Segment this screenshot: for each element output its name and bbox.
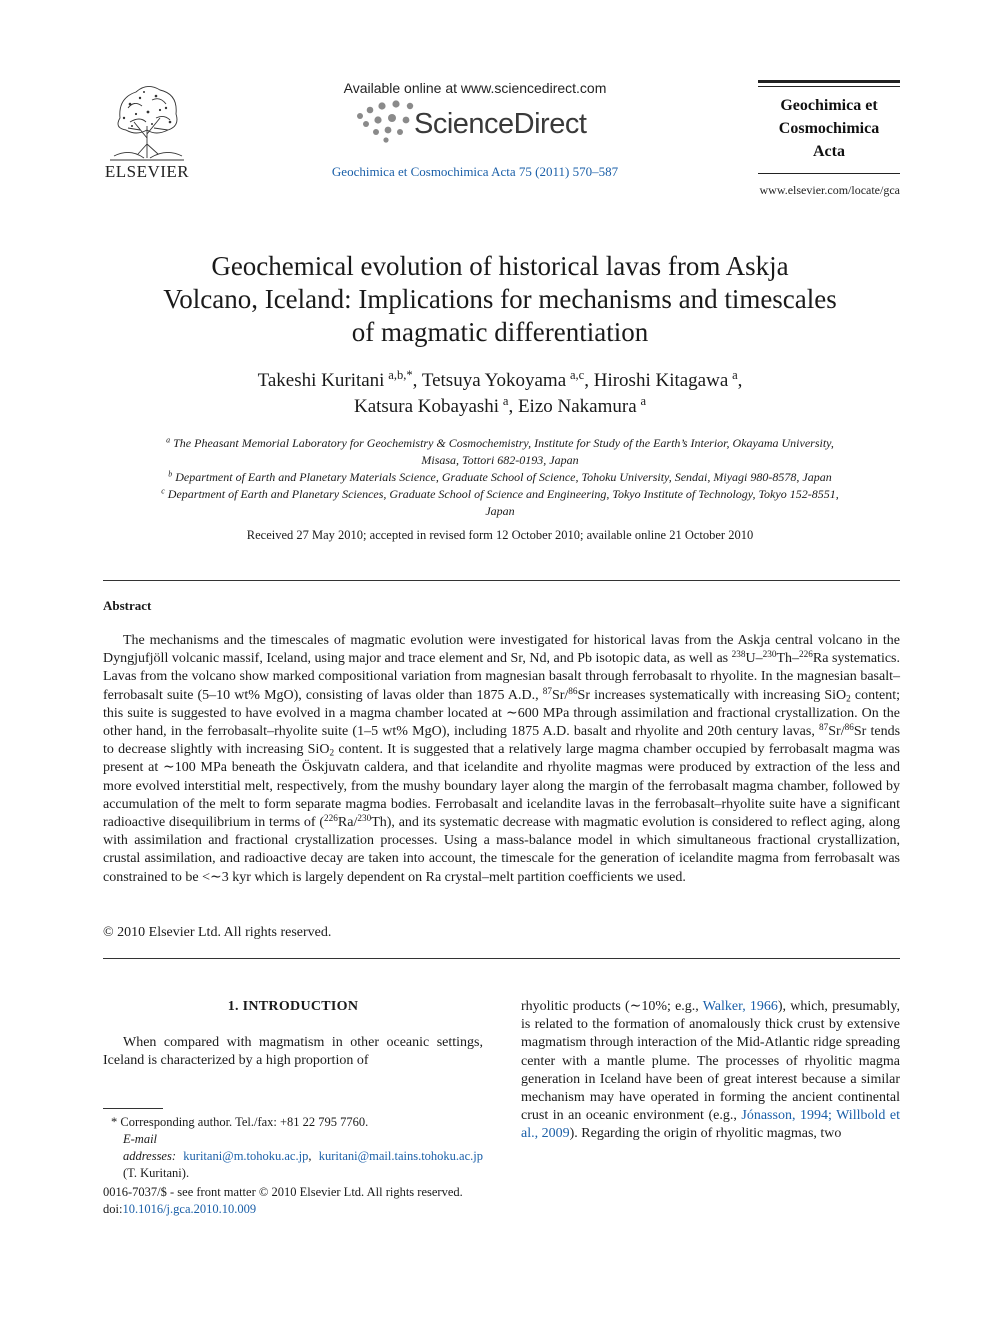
doi-link[interactable]: 10.1016/j.gca.2010.10.009 <box>122 1202 257 1216</box>
journal-url[interactable]: www.elsevier.com/locate/gca <box>759 183 900 197</box>
affiliation-c: $^c$ Department of Earth and Planetary Sciences, Graduate School of Science and Engineering, Tokyo Institute of Technology, Tokyo 152-8551, Japan <box>161 486 839 518</box>
affiliation-a: $^a$ The Pheasant Memorial Laboratory for Geochemistry & Cosmochemistry, Institute for Study of the Earth’s Interior, Okayama University, Misasa, Tottori 682-0193, Japan <box>166 435 834 467</box>
abstract-rule-top <box>103 580 900 581</box>
journal-name: Geochimica et Cosmochimica Acta <box>778 97 880 160</box>
abstract-heading: Abstract <box>103 598 152 613</box>
footnote-rule <box>103 1108 163 1109</box>
received-dates: Received 27 May 2010; accepted in revised form 12 October 2010; available online 21 October 2010 <box>246 528 754 542</box>
author-affiliation-mark[interactable]: a <box>732 368 738 383</box>
abstract-copyright: © 2010 Elsevier Ltd. All rights reserved. <box>103 925 332 940</box>
journal-box-rule-bottom <box>758 173 900 174</box>
author-affiliation-mark[interactable]: a,b,* <box>388 368 413 383</box>
journal-citation[interactable]: Geochimica et Cosmochimica Acta 75 (2011) 570–587 <box>331 164 619 179</box>
front-matter: 0016-7037/$ - see front matter © 2010 Elsevier Ltd. All rights reserved. doi:10.1016/j.gca.2010.10.009 <box>103 1185 463 1216</box>
publisher-name: ELSEVIER <box>104 162 190 181</box>
sciencedirect-wordmark: ScienceDirect <box>414 108 587 140</box>
email-link[interactable]: kuritani@mail.tains.tohoku.ac.jp <box>318 1149 483 1163</box>
email-link[interactable]: kuritani@m.tohoku.ac.jp <box>183 1149 309 1163</box>
author-affiliation-mark[interactable]: a,c <box>569 368 585 383</box>
journal-box-rule-top-thin <box>758 86 900 87</box>
article-title: Geochemical evolution of historical lavas from Askja Volcano, Iceland: Implications for mechanisms and timescales of magmatic differentiation <box>163 251 837 347</box>
reference-link[interactable]: Jónasson, 1994; Willbold et al., 2009 <box>521 1108 900 1142</box>
available-online: Available online at www.sciencedirect.com <box>343 80 607 96</box>
author-affiliation-mark[interactable]: a <box>640 394 647 409</box>
intro-right-column: rhyolitic products (∼10%; e.g., Walker, 1966), which, presumably, is related to the formation of anomalously thick crust by extensive magmatism through interaction of the Mid-Atlantic ridge spreading center with a mantle plume. The processes of rhyolitic magma generation in Iceland have been of great interest because a similar mechanism may have operated in forming the ancient continental crust in an oceanic environment (e.g., Jónasson, 1994; Willbold et al., 2009). Regarding the origin of rhyolitic magmas, two <box>521 999 900 1142</box>
affiliation-b: $^b$ Department of Earth and Planetary Materials Science, Graduate School of Science, Tohoku University, Sendai, Miyagi 980-8578, Japan <box>168 469 832 484</box>
author-list: Takeshi Kuritani $^{a,b,*}$, Tetsuya Yokoyama $^{a,c}$, Hiroshi Kitagawa $^a$, Katsura Kobayashi $^a$, Eizo Nakamura $^a$ <box>257 368 743 417</box>
author-name[interactable]: Katsura Kobayashi <box>353 396 500 417</box>
author-affiliation-mark[interactable]: a <box>502 394 509 409</box>
abstract-rule-bottom <box>103 958 900 959</box>
reference-link[interactable]: Walker, 1966 <box>702 999 778 1014</box>
author-name[interactable]: Hiroshi Kitagawa <box>593 370 729 391</box>
author-name[interactable]: Tetsuya Yokoyama <box>421 370 567 391</box>
abstract-body: The mechanisms and the timescales of magmatic evolution were investigated for historical lavas from the Askja central volcano in the Dyngjufjöll volcanic massif, Iceland, using major and trace element and Sr, Nd, and Pb isotopic data, as well as $^{238}$U–$^{230}$Th–$^{226}$Ra systematics. Lavas from the volcano show marked compositional variation from magnesian basalt through ferrobasalt to rhyolite. In the magnesian basalt–ferrobasalt suite (5–10 wt% MgO), consisting of lavas older than 1875 A.D., $^{87}$Sr/$^{86}$Sr increases systematically with increasing SiO$_2$ content; this suite is suggested to have evolved in a magma chamber located at ∼600 MPa through assimilation and fractional crystallization. On the other hand, in the ferrobasalt–rhyolite suite (1–5 wt% MgO), including 1875 A.D. basalt and rhyolite and 20th century lavas, $^{87}$Sr/$^{86}$Sr tends to decrease slightly with increasing SiO$_2$ content. It is suggested that a relatively large magma chamber occupied by ferrobasalt magma was present at ∼100 MPa beneath the Öskjuvatn caldera, and that icelandite and rhyolite magmas were produced by extraction of the less and more evolved interstitial melt, respectively, from the mushy boundary layer along the margin of the ferrobasalt magma chamber, followed by accumulation of the melt to form separate magma bodies. Ferrobasalt and icelandite lavas in the ferrobasalt–rhyolite suite have a significant radioactive disequilibrium in terms of ($^{226}$Ra/$^{230}$Th), and its systematic decrease with magmatic evolution is considered to reflect aging, along with assimilation and fractional crystallization processes. Using a mass-balance model in which simultaneous fractional crystallization, crustal assimilation, and radioactive decay are taken into account, the timescale for the generation of icelandite magma from ferrobasalt was constrained to be <∼3 kyr which is largely dependent on Ra crystal–melt partition coefficients we used. <box>103 633 901 885</box>
author-name[interactable]: Eizo Nakamura <box>517 396 637 417</box>
journal-box-rule-top <box>758 80 900 83</box>
section-heading-introduction: 1. INTRODUCTION <box>227 999 359 1014</box>
author-name[interactable]: Takeshi Kuritani <box>257 370 385 391</box>
intro-left-column: When compared with magmatism in other oceanic settings, Iceland is characterized by a high proportion of <box>103 1035 483 1069</box>
corresponding-author-footnote: * Corresponding author. Tel./fax: +81 22 795 7760. E-mail addresses: kuritani@m.tohoku.ac.jp, kuritani@mail.tains.tohoku.ac.jp (T. Kuritani). <box>111 1115 483 1180</box>
